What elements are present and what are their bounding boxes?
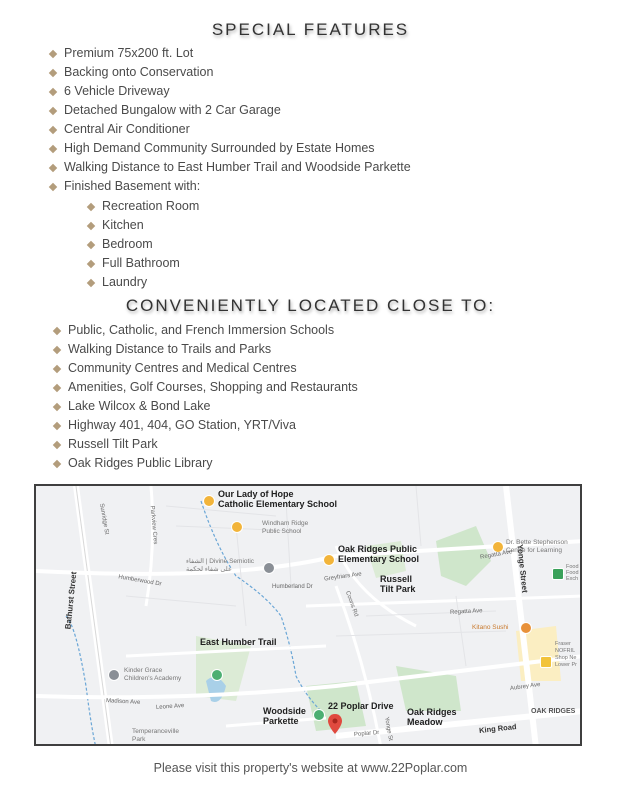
list-item-text: Lake Wilcox & Bond Lake [68, 399, 211, 413]
list-item [50, 44, 411, 63]
diamond-bullet-icon [53, 402, 61, 410]
list-item-text: Amenities, Golf Courses, Shopping and Restaurants [68, 380, 358, 394]
list-item [50, 139, 411, 158]
basement-features-list [88, 197, 199, 292]
school-pin-icon[interactable] [203, 495, 215, 507]
property-location-pin-icon[interactable] [328, 714, 342, 734]
list-item [88, 197, 199, 216]
diamond-bullet-icon [53, 364, 61, 372]
store-pin-icon[interactable] [540, 656, 552, 668]
list-item [50, 82, 411, 101]
map-label-fraser: Fraser NOFRIL Shop Ne Lower Pr [555, 641, 578, 668]
diamond-bullet-icon [49, 68, 57, 76]
diamond-bullet-icon [49, 144, 57, 152]
road-label-king: King Road [478, 722, 517, 735]
list-item [88, 235, 199, 254]
list-item [88, 273, 199, 292]
diamond-bullet-icon [53, 440, 61, 448]
road-label-poplar-dr: Poplar Dr [353, 729, 380, 739]
list-item [50, 177, 411, 196]
list-item-text: Public, Catholic, and French Immersion Schools [68, 323, 335, 337]
list-item-text: Walking Distance to East Humber Trail and Woodside Parkette [64, 160, 411, 174]
road-label-humberwood: Humberwood Dr [117, 574, 162, 588]
diamond-bullet-icon [87, 202, 95, 210]
map-label-food: Food Food Exch [566, 564, 579, 582]
road-minor [146, 486, 153, 606]
road-label-coons: Coons Rd [343, 590, 359, 618]
diamond-bullet-icon [49, 49, 57, 57]
list-item-text: Highway 401, 404, GO Station, YRT/Viva [68, 418, 296, 432]
road-label-madison: Madison Ave [105, 698, 141, 706]
list-item-text: 6 Vehicle Driveway [64, 84, 170, 98]
diamond-bullet-icon [49, 125, 57, 133]
list-item-text: Finished Basement with: [64, 179, 201, 193]
list-item-text: Recreation Room [102, 199, 200, 213]
road-label-regatta-2: Regatta Ave [479, 549, 513, 561]
diamond-bullet-icon [49, 182, 57, 190]
neighbourhood-map[interactable] [34, 484, 582, 746]
diamond-bullet-icon [53, 383, 61, 391]
road-label-sunridge: Sunridge St [98, 503, 110, 535]
list-item [54, 416, 358, 435]
list-item-text: Backing onto Conservation [64, 65, 214, 79]
map-label-windham-school: Windham Ridge Public School [262, 520, 309, 535]
list-item-text: Community Centres and Medical Centres [68, 361, 297, 375]
map-label-dr-bette: Dr. Bette Stephenson Centre for Learning [506, 539, 568, 554]
list-item-text: Detached Bungalow with 2 Car Garage [64, 103, 281, 117]
special-features-heading: SPECIAL FEATURES [211, 20, 410, 39]
list-item [54, 435, 358, 454]
map-label-oak-ridges-area: OAK RIDGES [531, 708, 576, 715]
list-item [50, 120, 411, 139]
road-label-yonge-short: Yonge St [383, 716, 394, 742]
diamond-bullet-icon [49, 87, 57, 95]
list-item-text: Premium 75x200 ft. Lot [64, 46, 194, 60]
list-item-text: High Demand Community Surrounded by Estate Homes [64, 141, 375, 155]
list-item [50, 158, 411, 177]
trail-line [66, 616, 96, 746]
school-pin-icon[interactable] [323, 554, 335, 566]
diamond-bullet-icon [53, 459, 61, 467]
road-label-humberland: Humberland Dr [272, 584, 313, 590]
list-item [54, 340, 358, 359]
list-item [54, 359, 358, 378]
diamond-bullet-icon [53, 345, 61, 353]
list-item [50, 101, 411, 120]
list-item [88, 216, 199, 235]
location-heading: CONVENIENTLY LOCATED CLOSE TO: [125, 296, 496, 315]
road-label-parkview: Parkview Cres [148, 505, 159, 545]
map-label-oak-ridges-school: Oak Ridges Public Elementary School [338, 544, 420, 564]
list-item [54, 397, 358, 416]
map-label-divine: الشفاء | Divine Semiotic على شفاء لحكمة [186, 558, 255, 573]
list-item [50, 63, 411, 82]
road-label-leone: Leone Ave [155, 703, 185, 711]
school-pin-icon[interactable] [231, 521, 243, 533]
diamond-bullet-icon [87, 221, 95, 229]
list-item [88, 254, 199, 273]
location-list [54, 321, 358, 473]
map-label-temperanceville: Temperanceville Park [132, 728, 179, 743]
grocery-pin-icon[interactable] [552, 568, 564, 580]
map-label-kitano: Kitano Sushi [472, 624, 509, 631]
list-item-text: Oak Ridges Public Library [68, 456, 213, 470]
diamond-bullet-icon [53, 421, 61, 429]
place-pin-icon[interactable] [108, 669, 120, 681]
list-item [54, 454, 358, 473]
map-label-russell-tilt-park: Russell Tilt Park [380, 574, 416, 594]
list-item-text: Full Bathroom [102, 256, 180, 270]
map-label-east-humber-trail: East Humber Trail [200, 637, 277, 647]
road-label-greyfriars: Greyfriars Ave [323, 571, 363, 583]
list-item-text: Russell Tilt Park [68, 437, 158, 451]
map-label-22-poplar-drive: 22 Poplar Drive [328, 701, 394, 711]
list-item-text: Central Air Conditioner [64, 122, 190, 136]
list-item [54, 321, 358, 340]
road-label-aubrey: Aubrey Ave [509, 681, 541, 693]
road-label-yonge: Yonge Street [515, 543, 530, 594]
place-pin-icon[interactable] [263, 562, 275, 574]
diamond-bullet-icon [87, 259, 95, 267]
park-pin-icon[interactable] [211, 669, 223, 681]
special-features-list [50, 44, 411, 196]
park-pin-icon[interactable] [313, 709, 325, 721]
list-item-text: Bedroom [102, 237, 153, 251]
road-major [506, 486, 536, 746]
road-label-regatta: Regatta Ave [449, 608, 483, 616]
list-item-text: Laundry [102, 275, 148, 289]
diamond-bullet-icon [53, 326, 61, 334]
map-label-our-lady-school: Our Lady of Hope Catholic Elementary School [218, 489, 338, 509]
map-label-kinder-grace: Kinder Grace Children's Academy [124, 667, 182, 682]
road-label-bathurst: Bathurst Street [63, 571, 79, 630]
diamond-bullet-icon [87, 278, 95, 286]
map-label-oak-ridges-meadow: Oak Ridges Meadow [407, 707, 457, 727]
diamond-bullet-icon [87, 240, 95, 248]
property-website-footer: Please visit this property's website at www.22Poplar.com [153, 761, 468, 775]
map-label-woodside-parkette: Woodside Parkette [263, 706, 306, 726]
diamond-bullet-icon [49, 106, 57, 114]
list-item-text: Walking Distance to Trails and Parks [68, 342, 272, 356]
map-base-layer [36, 486, 582, 746]
list-item-text: Kitchen [102, 218, 144, 232]
restaurant-pin-icon[interactable] [520, 622, 532, 634]
list-item [54, 378, 358, 397]
diamond-bullet-icon [49, 163, 57, 171]
